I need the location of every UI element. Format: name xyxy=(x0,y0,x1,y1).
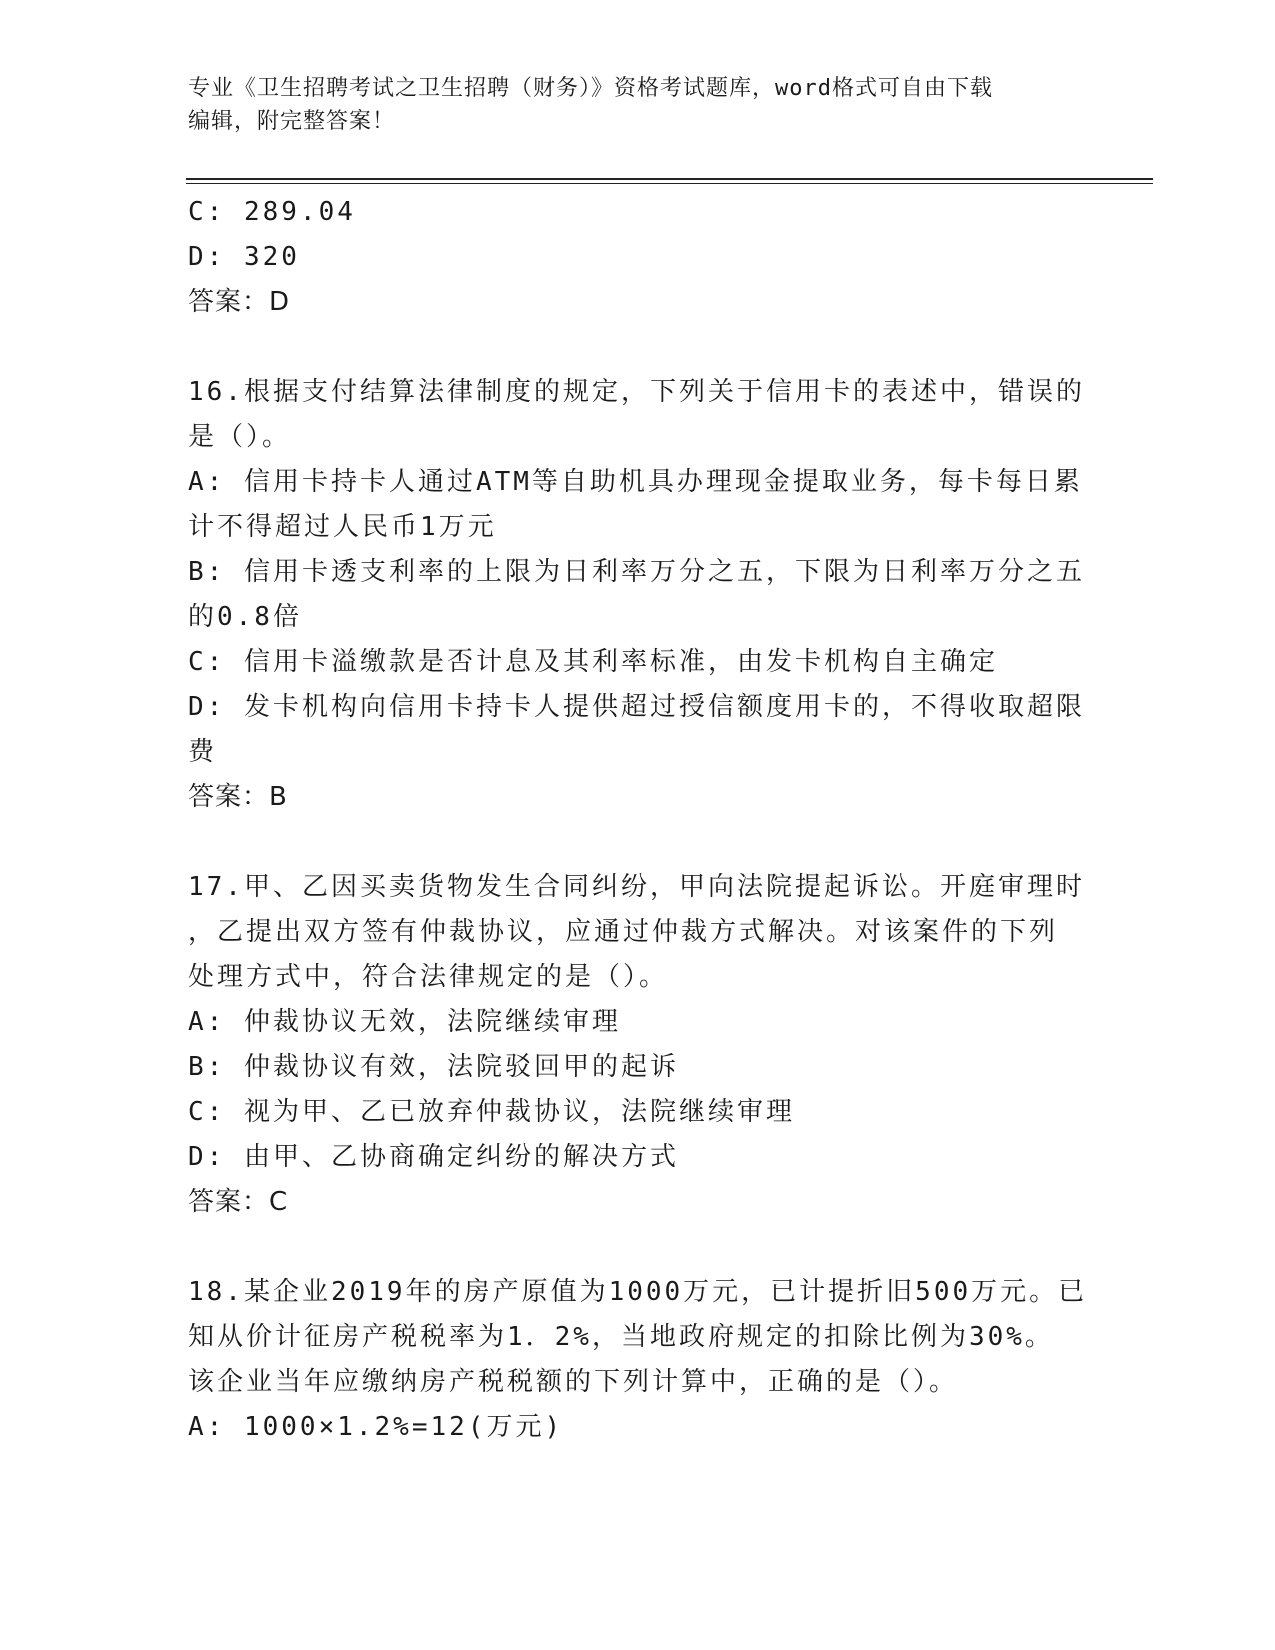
question-stem: 18.某企业2019年的房产原值为1000万元，已计提折旧500万元。已 xyxy=(188,1277,1088,1307)
header-line-1: 专业《卫生招聘考试之卫生招聘（财务）》资格考试题库，word格式可自由下载 xyxy=(188,76,993,101)
document-body xyxy=(188,190,1088,1450)
spacer xyxy=(188,820,1088,865)
option-a: 计不得超过人民币1万元 xyxy=(188,512,497,542)
spacer xyxy=(188,1225,1088,1270)
question-stem: ，乙提出双方签有仲裁协议，应通过仲裁方式解决。对该案件的下列 xyxy=(188,917,1059,947)
question-stem: 17.甲、乙因买卖货物发生合同纠纷，甲向法院提起诉讼。开庭审理时 xyxy=(188,872,1085,902)
option-b: B: 仲裁协议有效，法院驳回甲的起诉 xyxy=(188,1052,679,1082)
header-divider-thin xyxy=(186,183,1153,184)
question-stem: 处理方式中，符合法律规定的是（）。 xyxy=(188,962,669,992)
option-b: 的0.8倍 xyxy=(188,602,302,632)
option-a: A: 仲裁协议无效，法院继续审理 xyxy=(188,1007,621,1037)
option-c: C: 信用卡溢缴款是否计息及其利率标准，由发卡机构自主确定 xyxy=(188,647,998,677)
header-line-2: 编辑，附完整答案！ xyxy=(188,109,396,134)
option-d: 费 xyxy=(188,737,218,767)
answer-line: 答案：B xyxy=(188,782,288,812)
question-stem: 是（）。 xyxy=(188,422,292,452)
header-divider-thick xyxy=(186,178,1153,180)
question-15-tail xyxy=(188,190,1088,325)
question-stem: 知从价计征房产税税率为1．2%，当地政府规定的扣除比例为30%。 xyxy=(188,1322,1054,1352)
page-header xyxy=(188,72,1088,138)
spacer xyxy=(188,325,1088,370)
question-stem: 该企业当年应缴纳房产税税额的下列计算中，正确的是（）。 xyxy=(188,1367,959,1397)
option-a: A: 1000×1.2%=12(万元) xyxy=(188,1412,564,1442)
answer-line: 答案：C xyxy=(188,1187,289,1217)
option-a: A: 信用卡持卡人通过ATM等自助机具办理现金提取业务，每卡每日累 xyxy=(188,467,1083,497)
option-d: D: 由甲、乙协商确定纠纷的解决方式 xyxy=(188,1142,679,1172)
option-c: C: 视为甲、乙已放弃仲裁协议，法院继续审理 xyxy=(188,1097,795,1127)
option-b: B: 信用卡透支利率的上限为日利率万分之五，下限为日利率万分之五 xyxy=(188,557,1085,587)
option-c: C: 289.04 xyxy=(188,197,356,227)
question-stem: 16.根据支付结算法律制度的规定，下列关于信用卡的表述中，错误的 xyxy=(188,377,1085,407)
question-18 xyxy=(188,1270,1088,1450)
question-17 xyxy=(188,865,1088,1225)
option-d: D: 发卡机构向信用卡持卡人提供超过授信额度用卡的，不得收取超限 xyxy=(188,692,1085,722)
option-d: D: 320 xyxy=(188,242,300,272)
answer-line: 答案：D xyxy=(188,287,291,317)
question-16 xyxy=(188,370,1088,820)
